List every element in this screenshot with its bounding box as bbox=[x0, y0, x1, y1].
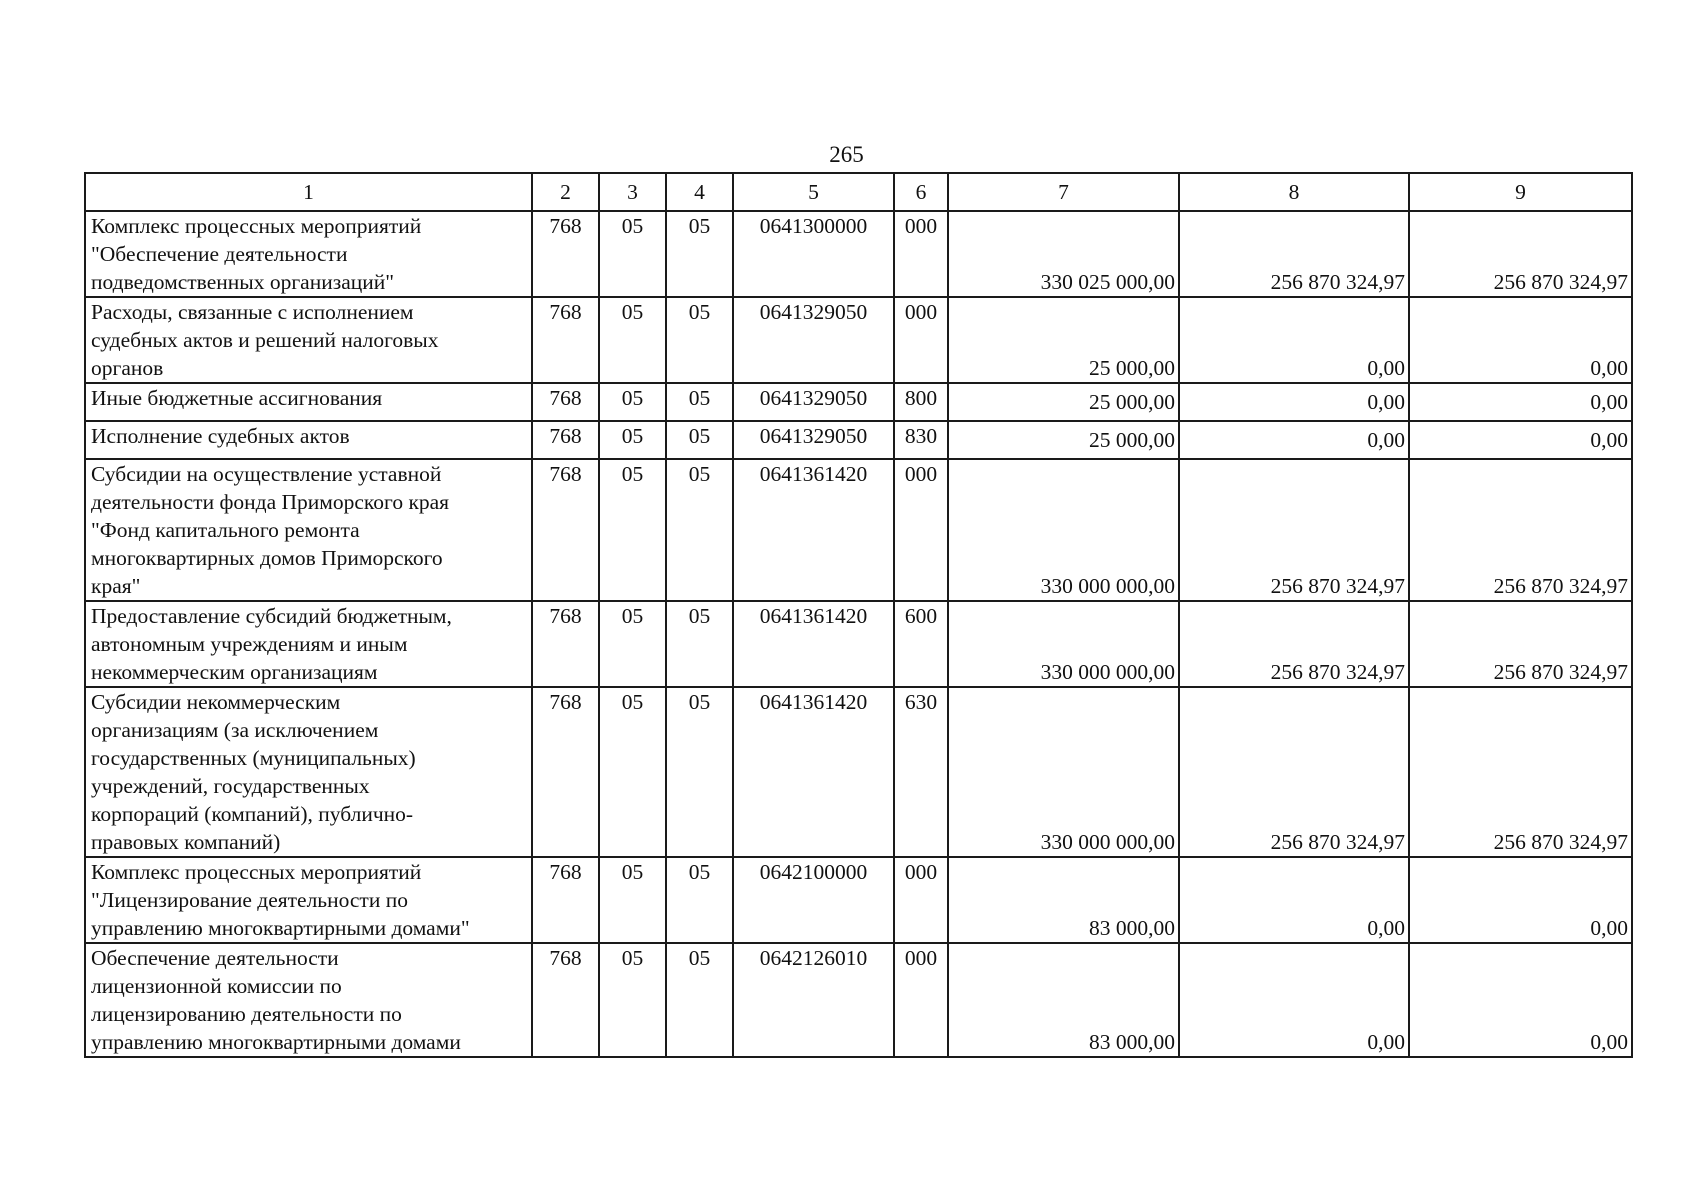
row-name-cell bbox=[85, 383, 532, 421]
section-code-cell: 05 bbox=[599, 687, 666, 857]
column-header: 3 bbox=[599, 173, 666, 211]
table-row bbox=[85, 601, 1632, 687]
subsection-code-cell: 05 bbox=[666, 211, 733, 297]
table-row bbox=[85, 211, 1632, 297]
amount-col9-cell: 0,00 bbox=[1409, 943, 1632, 1057]
row-name-line: Обеспечение деятельности bbox=[91, 946, 339, 970]
column-header: 8 bbox=[1179, 173, 1409, 211]
row-name-line: края" bbox=[91, 574, 141, 598]
section-code-cell: 05 bbox=[599, 383, 666, 421]
expense-type-cell: 800 bbox=[894, 383, 948, 421]
expense-type-cell: 630 bbox=[894, 687, 948, 857]
row-name-line: Субсидии некоммерческим bbox=[91, 690, 341, 714]
section-code-cell: 05 bbox=[599, 421, 666, 459]
amount-col9-cell: 0,00 bbox=[1409, 857, 1632, 943]
row-name-line: Исполнение судебных актов bbox=[91, 424, 350, 448]
row-name-line: лицензированию деятельности по bbox=[91, 1002, 402, 1026]
subsection-code-cell: 05 bbox=[666, 383, 733, 421]
row-name-line: подведомственных организаций" bbox=[91, 270, 395, 294]
amount-col7-cell: 25 000,00 bbox=[948, 421, 1179, 459]
row-name-line: Комплекс процессных мероприятий bbox=[91, 214, 422, 238]
row-name-cell bbox=[85, 857, 532, 943]
target-article-cell: 0642126010 bbox=[733, 943, 894, 1057]
target-article-cell: 0641329050 bbox=[733, 421, 894, 459]
amount-col9-cell: 256 870 324,97 bbox=[1409, 687, 1632, 857]
row-name-line: управлению многоквартирными домами" bbox=[91, 916, 470, 940]
table-row bbox=[85, 943, 1632, 1057]
subsection-code-cell: 05 bbox=[666, 297, 733, 383]
row-name-line: Предоставление субсидий бюджетным, bbox=[91, 604, 452, 628]
table-row bbox=[85, 459, 1632, 601]
amount-col8-cell: 0,00 bbox=[1179, 943, 1409, 1057]
row-name-line: автономным учреждениям и иным bbox=[91, 632, 408, 656]
amount-col8-cell: 256 870 324,97 bbox=[1179, 211, 1409, 297]
row-name-cell bbox=[85, 421, 532, 459]
row-name-line: организациям (за исключением bbox=[91, 718, 379, 742]
subsection-code-cell: 05 bbox=[666, 421, 733, 459]
row-name-line: Комплекс процессных мероприятий bbox=[91, 860, 422, 884]
subsection-code-cell: 05 bbox=[666, 459, 733, 601]
amount-col9-cell: 0,00 bbox=[1409, 421, 1632, 459]
ministry-code-cell: 768 bbox=[532, 383, 599, 421]
row-name-cell bbox=[85, 687, 532, 857]
row-name-cell bbox=[85, 601, 532, 687]
table-row bbox=[85, 421, 1632, 459]
target-article-cell: 0641300000 bbox=[733, 211, 894, 297]
column-header: 7 bbox=[948, 173, 1179, 211]
column-header: 1 bbox=[85, 173, 532, 211]
ministry-code-cell: 768 bbox=[532, 857, 599, 943]
row-name-line: Субсидии на осуществление уставной bbox=[91, 462, 442, 486]
column-header: 2 bbox=[532, 173, 599, 211]
row-name-cell bbox=[85, 459, 532, 601]
row-name-cell bbox=[85, 943, 532, 1057]
table-row bbox=[85, 383, 1632, 421]
row-name-line: деятельности фонда Приморского края bbox=[91, 490, 450, 514]
ministry-code-cell: 768 bbox=[532, 601, 599, 687]
subsection-code-cell: 05 bbox=[666, 943, 733, 1057]
amount-col8-cell: 256 870 324,97 bbox=[1179, 459, 1409, 601]
row-name-cell bbox=[85, 297, 532, 383]
table-row bbox=[85, 857, 1632, 943]
row-name-line: управлению многоквартирными домами bbox=[91, 1030, 461, 1054]
amount-col8-cell: 0,00 bbox=[1179, 297, 1409, 383]
row-name-line: Иные бюджетные ассигнования bbox=[91, 386, 383, 410]
amount-col7-cell: 330 000 000,00 bbox=[948, 687, 1179, 857]
amount-col7-cell: 83 000,00 bbox=[948, 857, 1179, 943]
expense-type-cell: 600 bbox=[894, 601, 948, 687]
expense-type-cell: 000 bbox=[894, 943, 948, 1057]
ministry-code-cell: 768 bbox=[532, 421, 599, 459]
ministry-code-cell: 768 bbox=[532, 943, 599, 1057]
page-number: 265 bbox=[829, 142, 864, 167]
header-row bbox=[85, 173, 1632, 211]
amount-col7-cell: 330 000 000,00 bbox=[948, 601, 1179, 687]
amount-col8-cell: 256 870 324,97 bbox=[1179, 687, 1409, 857]
target-article-cell: 0641361420 bbox=[733, 687, 894, 857]
row-name-cell bbox=[85, 211, 532, 297]
amount-col7-cell: 83 000,00 bbox=[948, 943, 1179, 1057]
row-name-line: учреждений, государственных bbox=[91, 774, 370, 798]
row-name-line: судебных актов и решений налоговых bbox=[91, 328, 439, 352]
expense-type-cell: 000 bbox=[894, 459, 948, 601]
row-name-line: Расходы, связанные с исполнением bbox=[91, 300, 414, 324]
row-name-line: правовых компаний) bbox=[91, 830, 281, 854]
amount-col9-cell: 256 870 324,97 bbox=[1409, 601, 1632, 687]
amount-col7-cell: 330 025 000,00 bbox=[948, 211, 1179, 297]
table-row bbox=[85, 687, 1632, 857]
ministry-code-cell: 768 bbox=[532, 297, 599, 383]
target-article-cell: 0641329050 bbox=[733, 297, 894, 383]
target-article-cell: 0641361420 bbox=[733, 601, 894, 687]
amount-col9-cell: 0,00 bbox=[1409, 297, 1632, 383]
expense-type-cell: 000 bbox=[894, 211, 948, 297]
amount-col9-cell: 256 870 324,97 bbox=[1409, 211, 1632, 297]
section-code-cell: 05 bbox=[599, 601, 666, 687]
amount-col8-cell: 0,00 bbox=[1179, 421, 1409, 459]
amount-col8-cell: 256 870 324,97 bbox=[1179, 601, 1409, 687]
table-row bbox=[85, 297, 1632, 383]
section-code-cell: 05 bbox=[599, 297, 666, 383]
section-code-cell: 05 bbox=[599, 857, 666, 943]
amount-col7-cell: 25 000,00 bbox=[948, 383, 1179, 421]
row-name-line: лицензионной комиссии по bbox=[91, 974, 342, 998]
target-article-cell: 0641361420 bbox=[733, 459, 894, 601]
row-name-line: "Обеспечение деятельности bbox=[91, 242, 348, 266]
expense-type-cell: 000 bbox=[894, 297, 948, 383]
budget-table bbox=[84, 172, 1633, 1058]
amount-col7-cell: 25 000,00 bbox=[948, 297, 1179, 383]
subsection-code-cell: 05 bbox=[666, 857, 733, 943]
amount-col8-cell: 0,00 bbox=[1179, 857, 1409, 943]
row-name-line: государственных (муниципальных) bbox=[91, 746, 416, 770]
row-name-line: "Лицензирование деятельности по bbox=[91, 888, 408, 912]
column-header: 6 bbox=[894, 173, 948, 211]
ministry-code-cell: 768 bbox=[532, 687, 599, 857]
section-code-cell: 05 bbox=[599, 459, 666, 601]
amount-col7-cell: 330 000 000,00 bbox=[948, 459, 1179, 601]
column-header: 4 bbox=[666, 173, 733, 211]
row-name-line: "Фонд капитального ремонта bbox=[91, 518, 360, 542]
ministry-code-cell: 768 bbox=[532, 459, 599, 601]
ministry-code-cell: 768 bbox=[532, 211, 599, 297]
subsection-code-cell: 05 bbox=[666, 687, 733, 857]
expense-type-cell: 000 bbox=[894, 857, 948, 943]
row-name-line: многоквартирных домов Приморского bbox=[91, 546, 443, 570]
section-code-cell: 05 bbox=[599, 943, 666, 1057]
row-name-line: органов bbox=[91, 356, 164, 380]
amount-col9-cell: 256 870 324,97 bbox=[1409, 459, 1632, 601]
expense-type-cell: 830 bbox=[894, 421, 948, 459]
target-article-cell: 0642100000 bbox=[733, 857, 894, 943]
subsection-code-cell: 05 bbox=[666, 601, 733, 687]
column-header: 5 bbox=[733, 173, 894, 211]
section-code-cell: 05 bbox=[599, 211, 666, 297]
target-article-cell: 0641329050 bbox=[733, 383, 894, 421]
column-header: 9 bbox=[1409, 173, 1632, 211]
row-name-line: некоммерческим организациям bbox=[91, 660, 378, 684]
amount-col8-cell: 0,00 bbox=[1179, 383, 1409, 421]
row-name-line: корпораций (компаний), публично- bbox=[91, 802, 414, 826]
amount-col9-cell: 0,00 bbox=[1409, 383, 1632, 421]
